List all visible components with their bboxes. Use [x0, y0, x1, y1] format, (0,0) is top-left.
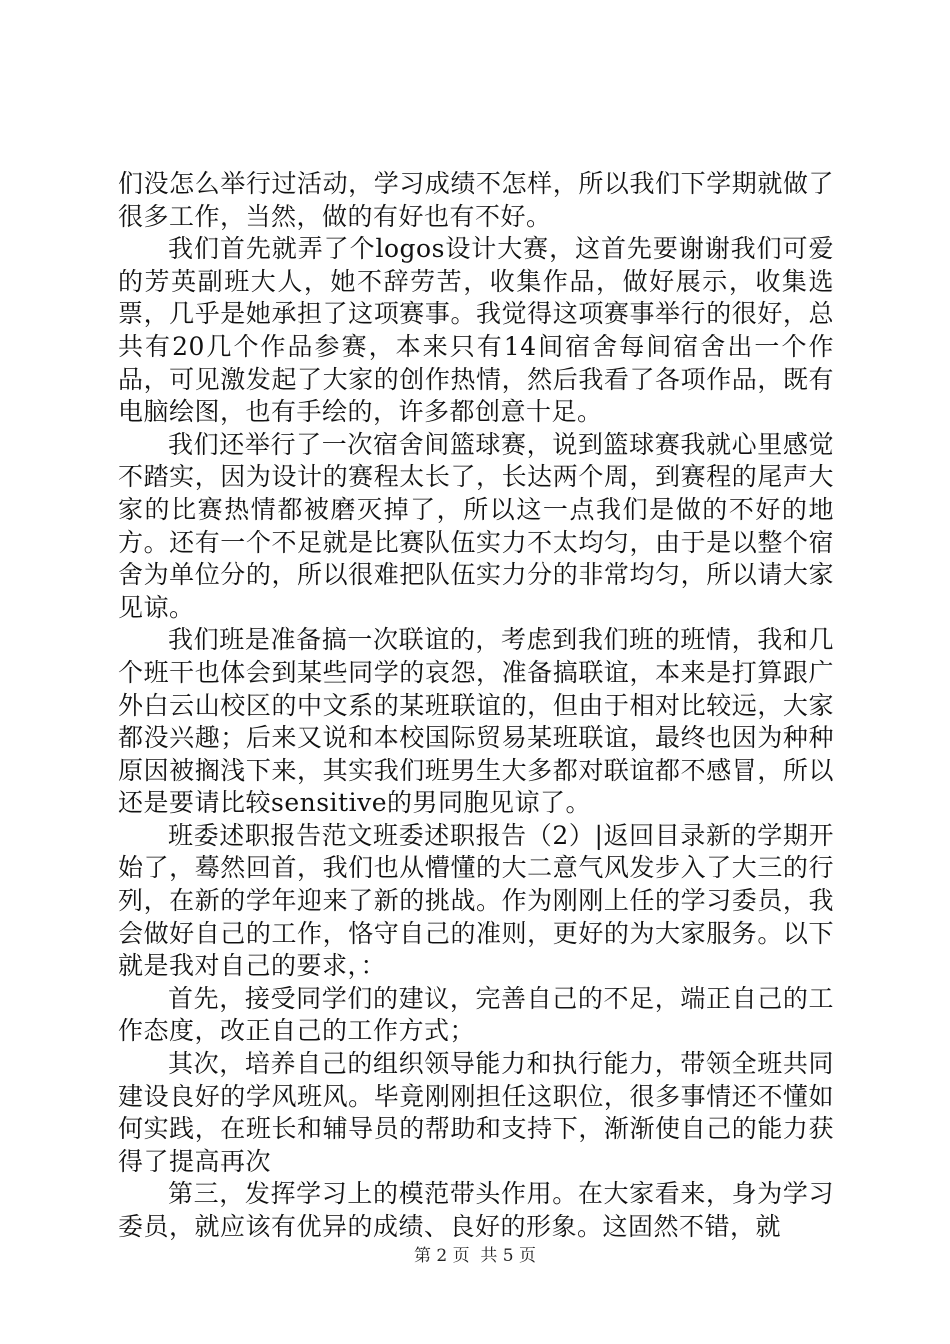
paragraph-2: 我们首先就弄了个logos设计大赛，这首先要谢谢我们可爱的芳英副班大人，她不辞劳苦，收集作品，做好展示，收集选票，几乎是她承担了这项赛事。我觉得这项赛事举行的很好，总共有20几个作品参赛，本来只有14间宿舍每间宿舍出一个作品，可见激发起了大家的创作热情，然后我看了各项作品，既有电脑绘图，也有手绘的，许多都创意十足。 — [118, 234, 834, 427]
page-footer — [0, 1245, 950, 1267]
paragraph-8: 第三，发挥学习上的模范带头作用。在大家看来，身为学习委员，就应该有优异的成绩、良好的形象。这固然不错，就 — [118, 1179, 834, 1241]
paragraph-7: 其次，培养自己的组织领导能力和执行能力，带领全班共同建设良好的学风班风。毕竟刚刚担任这职位，很多事情还不懂如何实践，在班长和辅导员的帮助和支持下，渐渐使自己的能力获得了提高再次 — [118, 1049, 834, 1176]
paragraph-3: 我们还举行了一次宿舍间篮球赛，说到篮球赛我就心里感觉不踏实，因为设计的赛程太长了，长达两个周，到赛程的尾声大家的比赛热情都被磨灭掉了，所以这一点我们是做的不好的地方。还有一个不足就是比赛队伍实力不太均匀，由于是以整个宿舍为单位分的，所以很难把队伍实力分的非常均匀，所以请大家见谅。 — [118, 429, 834, 622]
paragraph-4: 我们班是准备搞一次联谊的，考虑到我们班的班情，我和几个班干也体会到某些同学的哀怨，准备搞联谊，本来是打算跟广外白云山校区的中文系的某班联谊的，但由于相对比较远，大家都没兴趣；后来又说和本校国际贸易某班联谊，最终也因为种种原因被搁浅下来，其实我们班男生大多都对联谊都不感冒，所以还是要请比较sensitive的男同胞见谅了。 — [118, 625, 834, 818]
paragraph-5: 班委述职报告范文班委述职报告（2）|返回目录新的学期开始了，蓦然回首，我们也从懵懂的大二意气风发步入了大三的行列，在新的学年迎来了新的挑战。作为刚刚上任的学习委员，我会做好自己的工作，恪守自己的准则，更好的为大家服务。以下就是我对自己的要求，： — [118, 820, 834, 981]
page-number-label: 第 2 页 共 5 页 — [413, 1246, 537, 1266]
paragraph-6: 首先，接受同学们的建议，完善自己的不足，端正自己的工作态度，改正自己的工作方式； — [118, 983, 834, 1046]
document-body — [118, 168, 834, 1244]
paragraph-1: 们没怎么举行过活动，学习成绩不怎样，所以我们下学期就做了很多工作，当然，做的有好也有不好。 — [118, 169, 834, 231]
